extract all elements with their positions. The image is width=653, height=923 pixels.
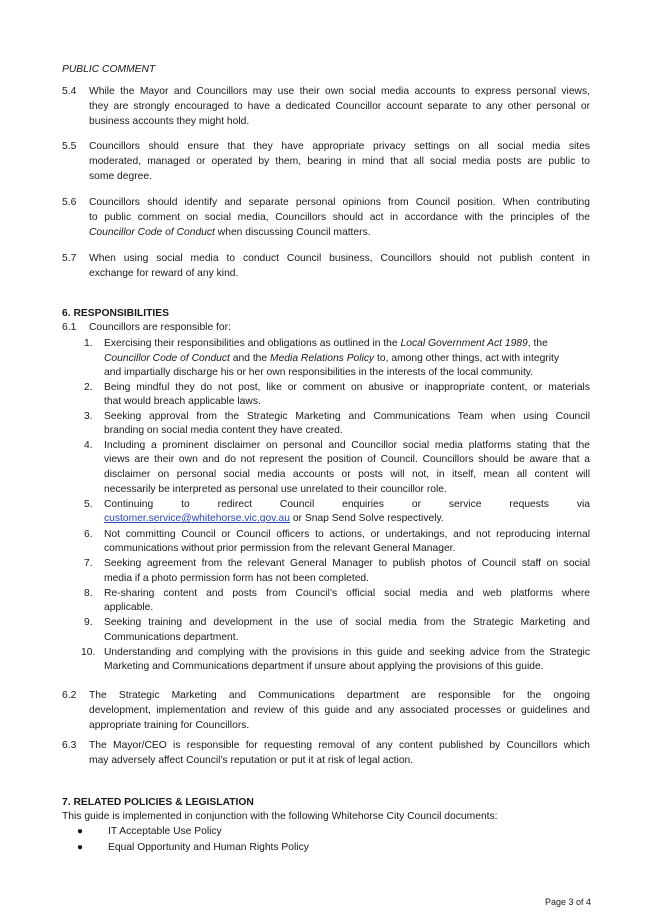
clause-text: to public comment on social media, Councillors should act in accordance with the principles of the: [89, 212, 590, 223]
list-number: 5.: [84, 499, 93, 510]
clause-text: Councillors should identify and separate personal opinions from Council position. When contributing: [89, 197, 590, 208]
clause-text: appropriate training for Councillors.: [89, 720, 250, 731]
clause-text: The Strategic Marketing and Communications department are responsible for the ongoing: [89, 690, 590, 701]
list-item-text: customer.service@whitehorse.vic.gov.au or Snap Send Solve respectively.: [104, 513, 444, 524]
list-item-text: Seeking approval from the Strategic Marketing and Communications Team when using Council: [104, 411, 590, 422]
bullet-item: IT Acceptable Use Policy: [108, 826, 222, 837]
clause-number: 6.1: [62, 322, 77, 333]
list-item-text: Continuing to redirect Council enquiries or service requests via: [104, 499, 590, 510]
list-number: 1.: [84, 338, 93, 349]
list-item-text: Marketing and Communications department if unsure about applying the provisions of this guide.: [104, 661, 544, 672]
list-item-text: and impartially discharge his or her own responsibilities in the interests of the local community.: [104, 367, 534, 378]
clause-text: development, implementation and review of this guide and any associated processes or guidelines and: [89, 705, 590, 716]
list-number: 7.: [84, 558, 93, 569]
list-number: 3.: [84, 411, 93, 422]
list-number: 4.: [84, 440, 93, 451]
list-item-text: Understanding and complying with the provisions in this guide and seeking advice from the Strategic: [104, 647, 590, 658]
list-item-text: Not committing Council or Council officers to actions, or undertakings, and not reproducing internal: [104, 529, 590, 540]
clause-number: 5.7: [62, 253, 77, 264]
bullet-icon: ●: [77, 842, 84, 853]
clause-number: 5.6: [62, 197, 77, 208]
list-item-text: views are their own and do not represent the position of Council. Councillors should be aware that a: [104, 454, 590, 465]
list-item-text: Re-sharing content and posts from Council’s official social media and web platforms where: [104, 588, 590, 599]
list-number: 8.: [84, 588, 93, 599]
list-item-text: branding on social media content they have created.: [104, 425, 343, 436]
page-number: Page 3 of 4: [544, 897, 591, 907]
list-item-text: communications without prior permission from the relevant General Manager.: [104, 543, 456, 554]
clause-number: 5.4: [62, 86, 77, 97]
list-number: 2.: [84, 382, 93, 393]
list-item-text: applicable.: [104, 602, 154, 613]
list-item-text: Being mindful they do not post, like or comment on abusive or inappropriate content, or materials: [104, 382, 590, 393]
list-item-text: Communications department.: [104, 632, 239, 643]
list-item-text: necessarily be interpreted as personal use unrelated to their councillor role.: [104, 484, 447, 495]
clause-text: may adversely affect Council’s reputation or put it at risk of legal action.: [89, 755, 414, 766]
clause-number: 6.3: [62, 740, 77, 751]
list-item-text: Exercising their responsibilities and obligations as outlined in the Local Government Act 1989, the: [104, 338, 548, 349]
clause-text: moderated, managed or operated by them, bearing in mind that all social media posts are public to: [89, 156, 590, 167]
section-heading-related-policies: 7. RELATED POLICIES & LEGISLATION: [62, 797, 254, 808]
list-number: 10.: [81, 647, 96, 658]
list-item-text: Seeking training and development in the use of social media from the Strategic Marketing and: [104, 617, 590, 628]
clause-text: exchange for reward of any kind.: [89, 268, 239, 279]
clause-text: Councillors are responsible for:: [89, 322, 231, 333]
list-number: 9.: [84, 617, 93, 628]
list-item-text: Seeking agreement from the relevant General Manager to publish photos of Council staff on social: [104, 558, 590, 569]
customer-service-email-link[interactable]: customer.service@whitehorse.vic.gov.au: [104, 513, 290, 524]
bullet-icon: ●: [77, 826, 84, 837]
list-item-text: Including a prominent disclaimer on personal and Councillor social media platforms stating that the: [104, 440, 590, 451]
bullet-item: Equal Opportunity and Human Rights Policy: [108, 842, 309, 853]
code-of-conduct-ref: Councillor Code of Conduct: [89, 227, 215, 238]
list-item-text: media if a photo permission form has not been completed.: [104, 573, 370, 584]
list-item-text: disclaimer on personal social media accounts or posts will not, in itself, mean all content will: [104, 469, 590, 480]
clause-text: The Mayor/CEO is responsible for requesting removal of any content published by Councillors which: [89, 740, 590, 751]
list-item-text: that would breach applicable laws.: [104, 396, 261, 407]
clause-text: they are strongly encouraged to have a dedicated Councillor account separate to any other personal or: [89, 101, 590, 112]
section-intro: This guide is implemented in conjunction with the following Whitehorse City Council documents:: [62, 811, 498, 822]
clause-text: When using social media to conduct Council business, Councillors should not publish content in: [89, 253, 590, 264]
clause-text: Councillor Code of Conduct when discussing Council matters.: [89, 227, 371, 238]
section-heading-responsibilities: 6. RESPONSIBILITIES: [62, 308, 169, 319]
clause-text: While the Mayor and Councillors may use their own social media accounts to express personal views,: [89, 86, 590, 97]
list-number: 6.: [84, 529, 93, 540]
clause-number: 5.5: [62, 141, 77, 152]
clause-text: business accounts they might hold.: [89, 116, 250, 127]
list-item-text: Councillor Code of Conduct and the Media Relations Policy to, among other things, act with integrity: [104, 353, 560, 364]
clause-text: Councillors should ensure that they have appropriate privacy settings on all social media sites: [89, 141, 590, 152]
section-label: PUBLIC COMMENT: [62, 64, 156, 75]
clause-text: some degree.: [89, 171, 152, 182]
clause-number: 6.2: [62, 690, 77, 701]
